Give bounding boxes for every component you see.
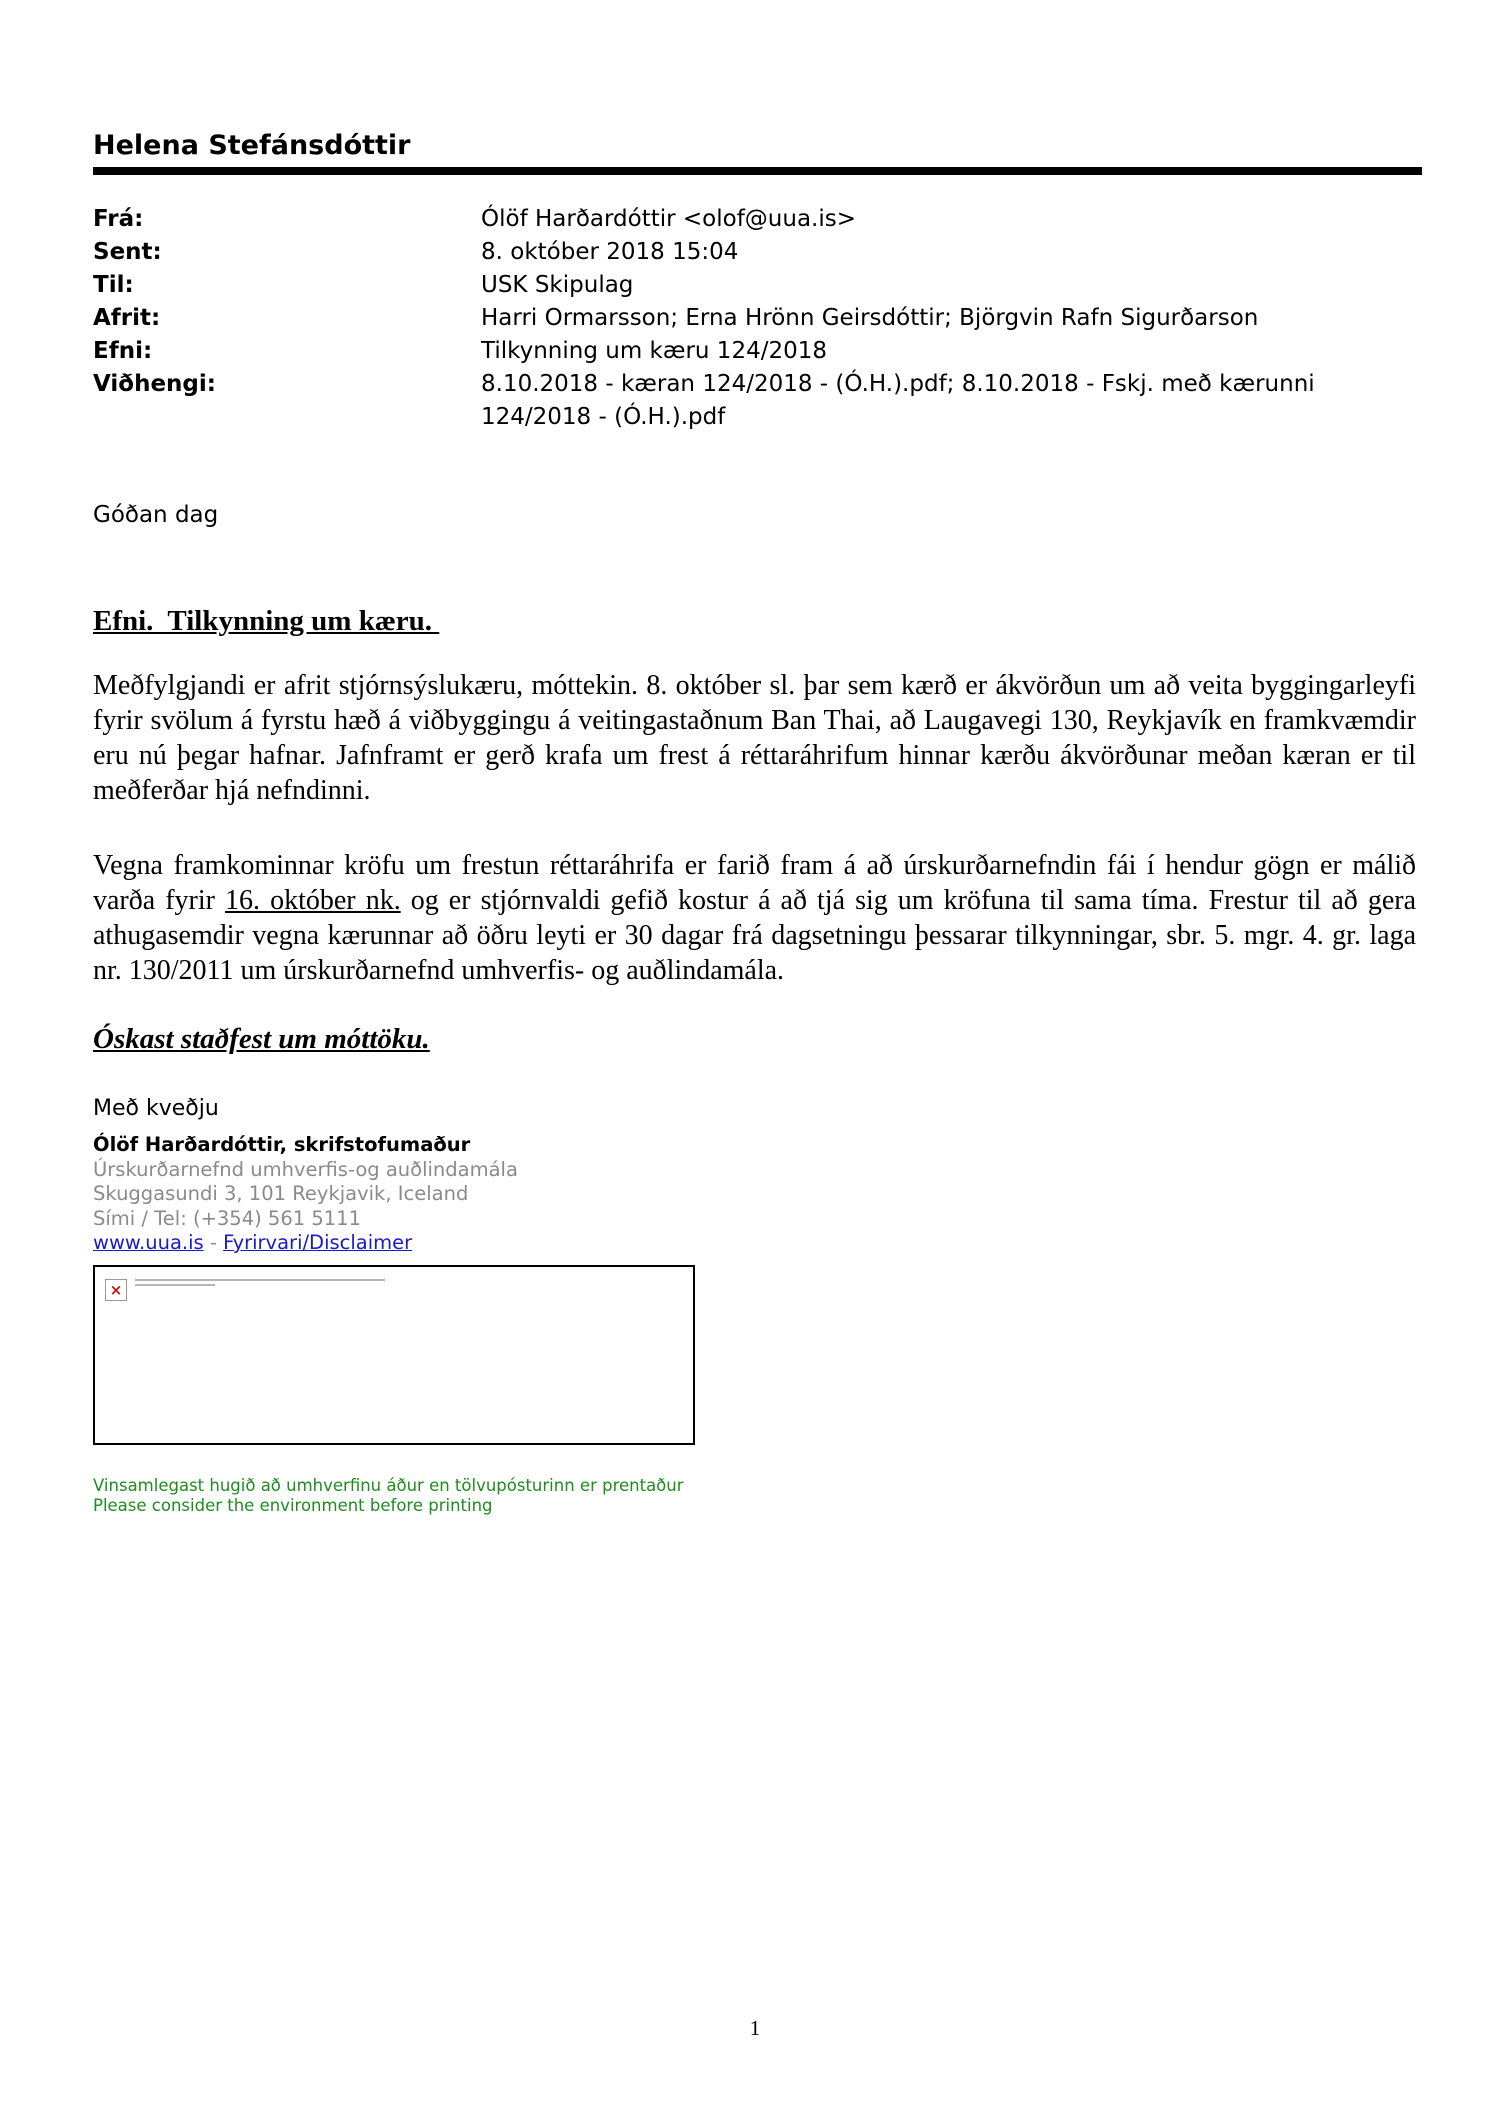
header-to <box>93 269 1422 302</box>
letter-subject: Efni. Tilkynning um kæru. <box>93 605 440 637</box>
header-from <box>93 203 1422 236</box>
signature-links <box>93 1231 518 1256</box>
header-attachments <box>93 368 1422 434</box>
to-value: USK Skipulag <box>481 272 634 298</box>
confirmation-request: Óskast staðfest um móttöku. <box>93 1023 430 1055</box>
header-label: Viðhengi: <box>93 371 216 397</box>
header-label: Frá: <box>93 206 144 232</box>
email-headers <box>93 203 1422 434</box>
broken-image-icon: × <box>105 1279 127 1301</box>
placeholder-line <box>135 1284 215 1286</box>
body-paragraph-1: Meðfylgjandi er afrit stjórnsýslukæru, móttekin. 8. október sl. þar sem kærð er ákvörðun um að veita byggingarleyfi fyrir svölum á fyrstu hæð á viðbyggingu á veitingastaðnum Ban Thai, að Laugavegi 130, Reykjavík en framkvæmdir eru nú þegar hafnar. Jafnframt er gerð krafa um frest á réttaráhrifum hinnar kærðu ákvörðunar meðan kæran er til meðferðar hjá nefndinni. <box>93 670 1416 806</box>
header-cc <box>93 302 1422 335</box>
paragraph-text: og er stjórnvaldi gefið kostur á að tjá sig um kröfuna til sama tíma. Frestur til að gera athugasemdir vegna kærunnar að öðru leyti er 30 dagar frá dagsetningu þessarar tilkynningar, sbr. 5. mgr. 4. gr. laga nr. 130/2011 um úrskurðarnefnd umhverfis- og auðlindamála. <box>93 885 1416 986</box>
from-value: Ólöf Harðardóttir <olof@uua.is> <box>481 206 857 232</box>
subject-value: Tilkynning um kæru 124/2018 <box>481 338 827 364</box>
body-paragraph-2 <box>93 848 1416 988</box>
environment-notice <box>93 1476 684 1516</box>
website-link[interactable]: www.uua.is <box>93 1231 204 1254</box>
environment-notice-en: Please consider the environment before printing <box>93 1496 493 1515</box>
header-sent <box>93 236 1422 269</box>
disclaimer-link[interactable]: Fyrirvari/Disclaimer <box>223 1231 413 1254</box>
attachments-value[interactable]: 8.10.2018 - kæran 124/2018 - (Ó.H.).pdf; 8.10.2018 - Fskj. með kærunni 124/2018 - (Ó.H.).pdf <box>481 371 1315 430</box>
signature-name: Ólöf Harðardóttir, skrifstofumaður <box>93 1133 471 1156</box>
header-label: Sent: <box>93 239 162 265</box>
deadline-date: 16. október nk. <box>225 885 401 916</box>
page-number: 1 <box>749 2016 761 2040</box>
signature-phone: Sími / Tel: (+354) 561 5111 <box>93 1206 361 1230</box>
header-subject <box>93 335 1422 368</box>
placeholder-line <box>135 1279 385 1281</box>
broken-image-frame <box>93 1265 695 1445</box>
header-label: Afrit: <box>93 305 161 331</box>
header-rule <box>93 167 1422 175</box>
environment-notice-is: Vinsamlegast hugið að umhverfinu áður en tölvupósturinn er prentaður <box>93 1476 684 1495</box>
header-label: Til: <box>93 272 134 298</box>
paragraph-text: Vegna framkominnar kröfu um frestun réttaráhrifa er farið fram á að úrskurðarnefndin fái í hendur gögn er málið varða fyrir <box>93 850 1416 916</box>
link-separator: - <box>203 1231 224 1254</box>
mailbox-owner-name: Helena Stefánsdóttir <box>93 130 411 161</box>
cc-value: Harri Ormarsson; Erna Hrönn Geirsdóttir; Björgvin Rafn Sigurðarson <box>481 305 1259 331</box>
signature-organization: Úrskurðarnefnd umhverfis-og auðlindamála <box>93 1157 518 1181</box>
signature-address: Skuggasundi 3, 101 Reykjavik, Iceland <box>93 1182 469 1205</box>
sent-value: 8. október 2018 15:04 <box>481 239 739 265</box>
greeting: Góðan dag <box>93 502 219 528</box>
email-signature <box>93 1133 518 1256</box>
header-label: Efni: <box>93 338 153 364</box>
closing-salutation: Með kveðju <box>93 1096 219 1121</box>
